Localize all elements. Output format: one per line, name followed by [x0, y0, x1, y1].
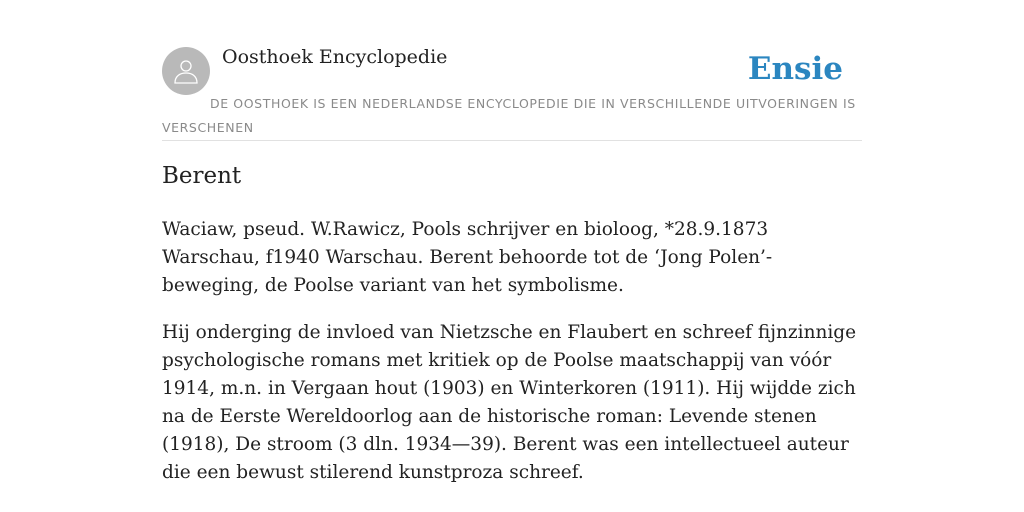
source-title[interactable]: Oosthoek Encyclopedie: [222, 46, 448, 68]
avatar[interactable]: [162, 47, 210, 95]
source-description: DE OOSTHOEK IS EEN NEDERLANDSE ENCYCLOPEDIE DIE IN VERSCHILLENDE UITVOERINGEN IS VERSCHENEN: [162, 96, 856, 135]
entry-paragraph: Waciaw, pseud. W.Rawicz, Pools schrijver en bioloog, *28.9.1873 Warschau, f1940 Warschau. Berent behoorde tot de ‘Jong Polen’-beweging, de Poolse variant van het symbolisme.: [162, 219, 773, 296]
entry-paragraph: Hij onderging de invloed van Nietzsche en Flaubert en schreef fijnzinnige psychologische romans met kritiek op de Poolse maatschappij van vóór 1914, m.n. in Vergaan hout (1903) en Winterkoren (1911). Hij wijdde zich na de Eerste Wereldoorlog aan de historische roman: Levende stenen (1918), De stroom (3 dln. 1934—39). Berent was een intellectueel auteur die een bewust stilerend kunstproza schreef.: [162, 322, 857, 483]
page-title: Berent: [162, 163, 242, 189]
entry-body: [162, 216, 862, 506]
source-header: [162, 46, 862, 141]
brand-logo[interactable]: Ensie: [747, 51, 843, 87]
user-icon: [172, 57, 200, 85]
